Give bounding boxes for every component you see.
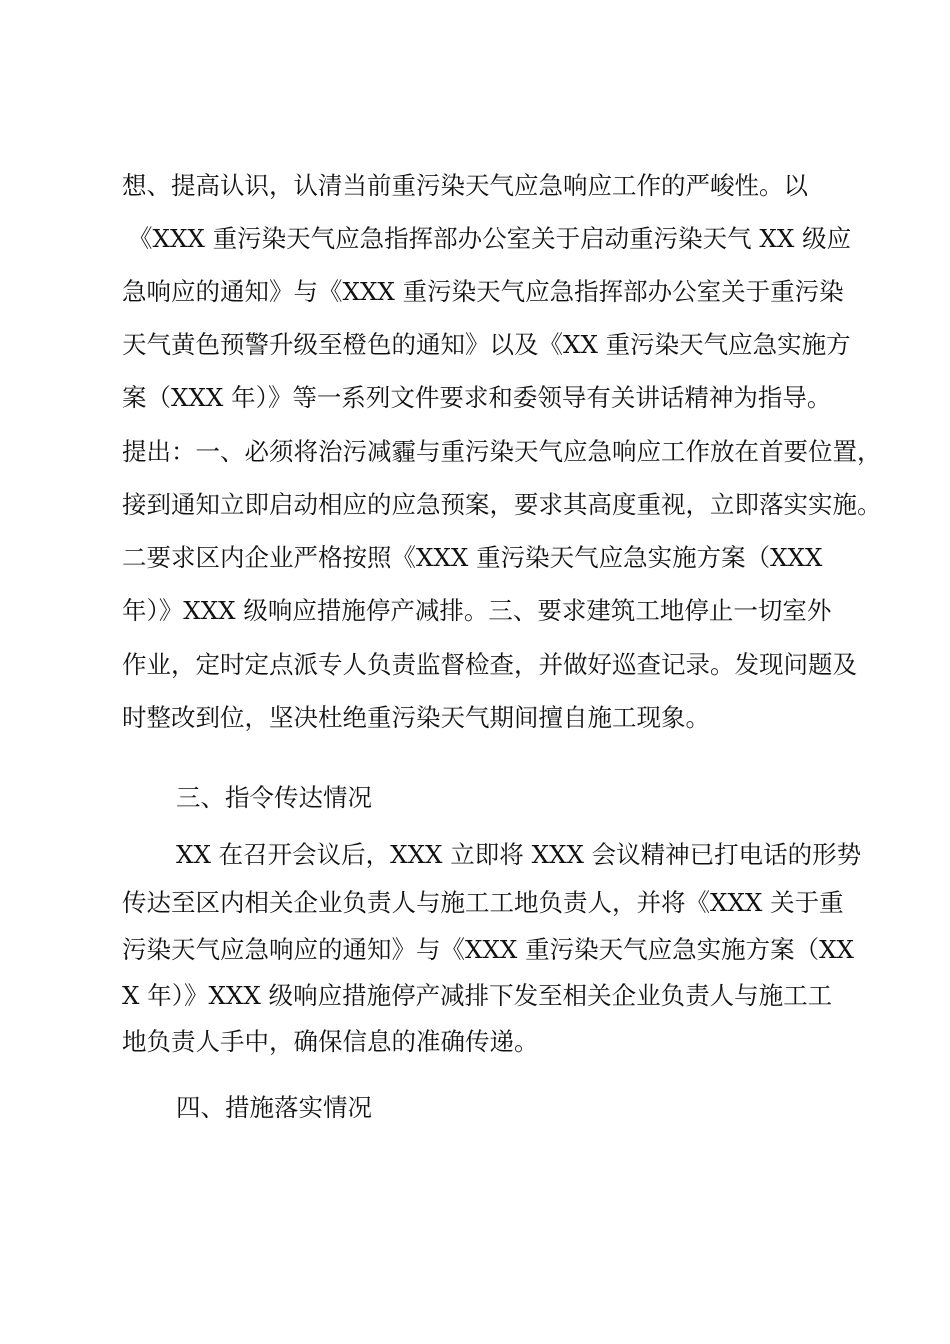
paragraph-line: 传达至区内相关企业负责人与施工工地负责人，并将《XXX 关于重: [122, 888, 844, 917]
paragraph-line: 二要求区内企业严格按照《XXX 重污染天气应急实施方案（XXX: [122, 543, 823, 572]
paragraph-line: 接到通知立即启动相应的应急预案，要求其高度重视，立即落实实施。: [122, 490, 882, 519]
paragraph-line: 急响应的通知》与《XXX 重污染天气应急指挥部办公室关于重污染: [122, 277, 844, 306]
paragraph-line: 天气黄色预警升级至橙色的通知》以及《XX 重污染天气应急实施方: [122, 330, 851, 359]
paragraph-line: 时整改到位，坚决杜绝重污染天气期间擅自施工现象。: [122, 703, 710, 732]
paragraph-line: 提出：一、必须将治污减霾与重污染天气应急响应工作放在首要位置，: [122, 437, 882, 466]
section-heading: 三、指令传达情况: [176, 783, 372, 812]
section-heading: 四、措施落实情况: [176, 1093, 372, 1122]
paragraph-line: XX 在召开会议后，XXX 立即将 XXX 会议精神已打电话的形势: [176, 840, 862, 869]
paragraph-line: 作业，定时定点派专人负责监督检查，并做好巡查记录。发现问题及: [122, 650, 857, 679]
paragraph-line: 污染天气应急响应的通知》与《XXX 重污染天气应急实施方案（XX: [122, 935, 854, 964]
paragraph-line: 想、提高认识，认清当前重污染天气应急响应工作的严峻性。以: [122, 171, 808, 200]
paragraph-line: 年）》XXX 级响应措施停产减排。三、要求建筑工地停止一切室外: [122, 596, 832, 625]
paragraph-line: 地负责人手中，确保信息的准确传递。: [122, 1027, 539, 1056]
paragraph-line: 案（XXX 年）》等一系列文件要求和委领导有关讲话精神为指导。: [122, 383, 832, 412]
paragraph-line: 《XXX 重污染天气应急指挥部办公室关于启动重污染天气 XX 级应: [128, 224, 852, 253]
paragraph-line: X 年）》XXX 级响应措施停产减排下发至相关企业负责人与施工工: [122, 981, 833, 1010]
